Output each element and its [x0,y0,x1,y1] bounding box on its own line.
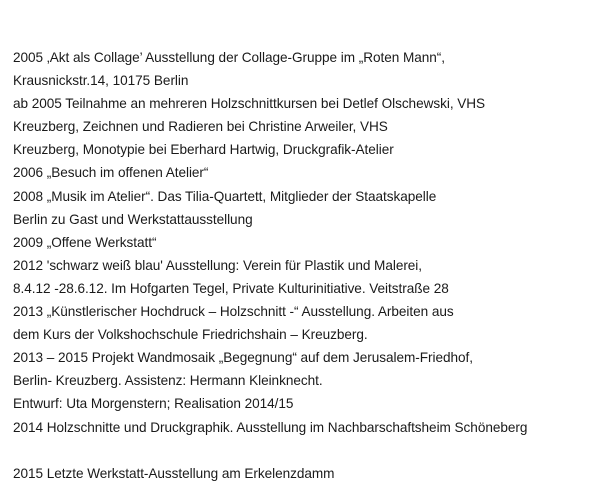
text-line: ab 2005 Teilnahme an mehreren Holzschnittkursen bei Detlef Olschewski, VHS [13,96,486,112]
exhibition-history-text [13,46,601,485]
text-line: dem Kurs der Volkshochschule Friedrichshain – Kreuzberg. [13,327,368,343]
text-line: Berlin- Kreuzberg. Assistenz: Hermann Kleinknecht. [13,373,323,389]
text-line: 2013 „Künstlerischer Hochdruck – Holzschnitt -“ Ausstellung. Arbeiten aus [13,304,454,320]
text-line: 2015 Letzte Werkstatt-Ausstellung am Erkelenzdamm [13,465,335,481]
blank-line [13,439,601,462]
text-line: Krausnickstr.14, 10175 Berlin [13,73,189,89]
text-line: Berlin zu Gast und Werkstattausstellung [13,211,253,227]
text-line: Kreuzberg, Monotypie bei Eberhard Hartwig, Druckgrafik-Atelier [13,142,394,158]
text-line: 2009 „Offene Werkstatt“ [13,234,157,250]
text-line: 2008 „Musik im Atelier“. Das Tilia-Quartett, Mitglieder der Staatskapelle [13,188,437,204]
text-line: 2005 ‚Akt als Collage’ Ausstellung der Collage-Gruppe im „Roten Mann“, [13,50,445,65]
text-line: Entwurf: Uta Morgenstern; Realisation 2014/15 [13,396,294,412]
text-line: 2013 – 2015 Projekt Wandmosaik „Begegnung“ auf dem Jerusalem-Friedhof, [13,350,473,366]
text-line: 8.4.12 -28.6.12. Im Hofgarten Tegel, Private Kulturinitiative. Veitstraße 28 [13,280,449,296]
text-line: 2014 Holzschnitte und Druckgraphik. Ausstellung im Nachbarschaftsheim Schöneberg [13,419,528,435]
text-line: 2012 'schwarz weiß blau' Ausstellung: Verein für Plastik und Malerei, [13,257,423,273]
text-line: 2006 „Besuch im offenen Atelier“ [13,165,209,181]
text-line: Kreuzberg, Zeichnen und Radieren bei Christine Arweiler, VHS [13,119,388,135]
